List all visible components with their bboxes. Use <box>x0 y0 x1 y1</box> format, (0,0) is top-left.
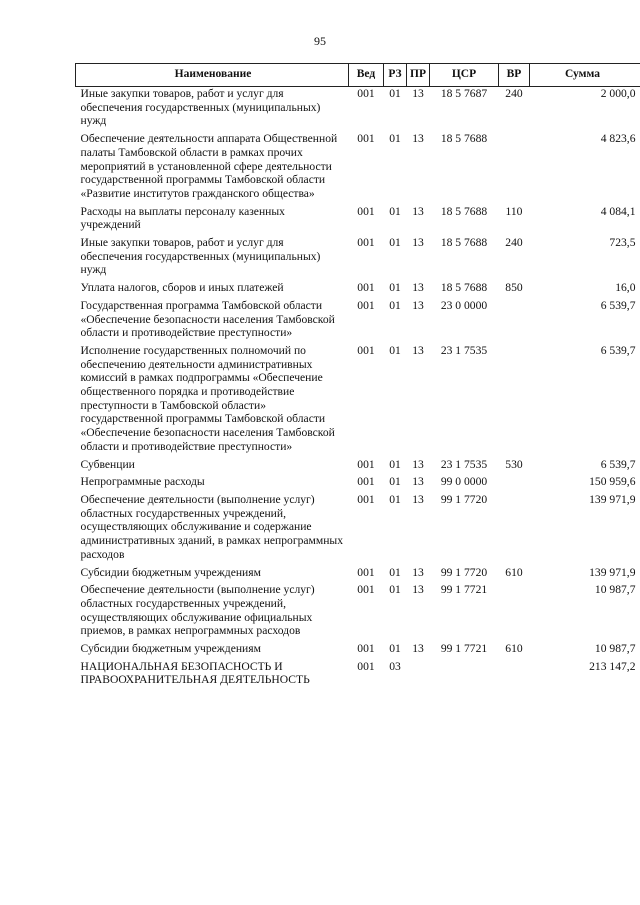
header-sum: Сумма <box>530 64 640 87</box>
cell-csr: 99 1 7721 <box>440 583 488 597</box>
cell-vr: 850 <box>505 281 523 295</box>
table-row <box>76 299 640 344</box>
cell-name: Иные закупки товаров, работ и услуг для обеспечения государственных (муниципальных) нужд <box>80 236 321 277</box>
cell-pr: 13 <box>412 204 424 218</box>
cell-csr: 99 1 7720 <box>440 492 488 506</box>
cell-vr: 240 <box>505 236 523 250</box>
cell-csr: 99 0 0000 <box>440 475 488 489</box>
cell-name: Обеспечение деятельности (выполнение услуг) областных государственных учреждений, осуществляющих обслуживание и содержание административных зданий, в рамках непрограммных расходов <box>80 492 344 561</box>
cell-rz: 01 <box>389 87 401 100</box>
cell-vr: 240 <box>505 87 523 100</box>
page-number: 95 <box>314 34 326 48</box>
cell-rz: 01 <box>389 236 401 250</box>
cell-pr: 13 <box>412 132 424 146</box>
cell-vr: 110 <box>505 204 523 218</box>
cell-csr: 18 5 7687 <box>440 87 488 100</box>
cell-sum: 2 000,0 <box>600 87 636 100</box>
cell-vr <box>499 344 530 458</box>
cell-vr <box>499 493 530 566</box>
cell-rz: 01 <box>389 281 401 295</box>
cell-pr: 13 <box>412 583 424 597</box>
cell-ved: 001 <box>357 492 375 506</box>
cell-ved: 001 <box>357 642 375 656</box>
cell-sum: 4 084,1 <box>600 204 636 218</box>
cell-vr <box>499 299 530 344</box>
table-row <box>76 458 640 476</box>
cell-sum: 6 539,7 <box>600 343 636 357</box>
header-vr: ВР <box>499 64 530 87</box>
cell-vr <box>499 475 530 493</box>
cell-ved: 001 <box>357 457 375 471</box>
cell-csr: 18 5 7688 <box>440 132 488 146</box>
cell-sum: 10 987,7 <box>594 583 636 597</box>
table-row <box>76 642 640 660</box>
table-row <box>76 583 640 642</box>
cell-name: Иные закупки товаров, работ и услуг для обеспечения государственных (муниципальных) нужд <box>80 87 321 128</box>
cell-rz: 01 <box>389 298 401 312</box>
cell-sum: 4 823,6 <box>600 132 636 146</box>
cell-rz: 03 <box>389 659 401 673</box>
cell-pr: 13 <box>412 236 424 250</box>
table-row <box>76 344 640 458</box>
cell-name: Непрограммные расходы <box>80 475 205 489</box>
cell-ved: 001 <box>357 87 375 100</box>
cell-ved: 001 <box>357 281 375 295</box>
header-csr: ЦСР <box>430 64 499 87</box>
table-row <box>76 493 640 566</box>
table-row <box>76 205 640 236</box>
cell-pr: 13 <box>412 565 424 579</box>
cell-pr: 13 <box>412 492 424 506</box>
cell-name: Расходы на выплаты персоналу казенных учреждений <box>80 204 285 232</box>
cell-rz: 01 <box>389 343 401 357</box>
cell-name: НАЦИОНАЛЬНАЯ БЕЗОПАСНОСТЬ И ПРАВООХРАНИТЕЛЬНАЯ ДЕЯТЕЛЬНОСТЬ <box>80 659 310 687</box>
cell-csr: 18 5 7688 <box>440 281 488 295</box>
cell-rz: 01 <box>389 457 401 471</box>
cell-sum: 16,0 <box>615 281 636 295</box>
header-ved: Вед <box>349 64 384 87</box>
header-name: Наименование <box>76 64 349 87</box>
cell-vr: 610 <box>505 642 523 656</box>
cell-pr: 13 <box>412 475 424 489</box>
cell-csr: 18 5 7688 <box>440 236 488 250</box>
cell-pr: 13 <box>412 457 424 471</box>
cell-rz: 01 <box>389 475 401 489</box>
cell-vr: 610 <box>505 565 523 579</box>
cell-ved: 001 <box>357 298 375 312</box>
cell-csr: 18 5 7688 <box>440 204 488 218</box>
cell-sum: 6 539,7 <box>600 298 636 312</box>
cell-vr <box>499 660 530 691</box>
cell-ved: 001 <box>357 583 375 597</box>
header-rz: РЗ <box>384 64 407 87</box>
cell-pr: 13 <box>412 87 424 100</box>
cell-vr <box>499 583 530 642</box>
table-row <box>76 660 640 691</box>
budget-table <box>75 63 640 691</box>
cell-rz: 01 <box>389 204 401 218</box>
cell-sum: 150 959,6 <box>589 475 636 489</box>
cell-rz: 01 <box>389 492 401 506</box>
cell-rz: 01 <box>389 583 401 597</box>
table-body <box>76 87 640 692</box>
cell-sum: 10 987,7 <box>594 642 636 656</box>
table-row <box>76 281 640 299</box>
cell-sum: 139 971,9 <box>589 565 636 579</box>
cell-pr: 13 <box>412 642 424 656</box>
cell-vr: 530 <box>505 457 523 471</box>
cell-ved: 001 <box>357 204 375 218</box>
cell-ved: 001 <box>357 343 375 357</box>
cell-name: Субвенции <box>80 457 135 471</box>
table-row <box>76 236 640 281</box>
table-row <box>76 566 640 584</box>
header-pr: ПР <box>407 64 430 87</box>
table-row <box>76 475 640 493</box>
cell-name: Уплата налогов, сборов и иных платежей <box>80 281 284 295</box>
cell-name: Субсидии бюджетным учреждениям <box>80 642 261 656</box>
cell-pr: 13 <box>412 281 424 295</box>
cell-csr <box>430 660 499 691</box>
cell-sum: 723,5 <box>609 236 636 250</box>
cell-csr: 23 0 0000 <box>440 298 488 312</box>
cell-ved: 001 <box>357 565 375 579</box>
cell-name: Обеспечение деятельности аппарата Общественной палаты Тамбовской области в рамках прочих мероприятий в установленной сфере деятельности государственной программы Тамбовской области «Развитие институтов гражданского общества» <box>80 132 338 200</box>
cell-csr: 99 1 7720 <box>440 565 488 579</box>
cell-csr: 23 1 7535 <box>440 457 488 471</box>
cell-ved: 001 <box>357 132 375 146</box>
cell-rz: 01 <box>389 565 401 579</box>
cell-pr: 13 <box>412 298 424 312</box>
cell-ved: 001 <box>357 236 375 250</box>
cell-name: Исполнение государственных полномочий по обеспечению деятельности административных комиссий в рамках подпрограммы «Обеспечение общественного порядка и противодействие преступности в Тамбовской области» государственной программы Тамбовской области «Обеспечение безопасности населения Тамбовской области и противодействие преступности» <box>80 343 335 453</box>
cell-sum: 213 147,2 <box>589 659 636 673</box>
cell-name: Субсидии бюджетным учреждениям <box>80 565 261 579</box>
cell-csr: 23 1 7535 <box>440 343 488 357</box>
cell-pr: 13 <box>412 343 424 357</box>
cell-vr <box>499 132 530 205</box>
cell-sum: 139 971,9 <box>589 492 636 506</box>
table-row <box>76 132 640 205</box>
cell-rz: 01 <box>389 642 401 656</box>
cell-ved: 001 <box>357 475 375 489</box>
cell-csr: 99 1 7721 <box>440 642 488 656</box>
cell-name: Обеспечение деятельности (выполнение услуг) областных государственных учреждений, осуществляющих обслуживание официальных приемов, в рамках непрограммных расходов <box>80 583 315 638</box>
table-row <box>76 87 640 133</box>
cell-sum: 6 539,7 <box>600 457 636 471</box>
cell-name: Государственная программа Тамбовской области «Обеспечение безопасности населения Тамбовской области и противодействие преступности» <box>80 298 335 340</box>
table-header-row <box>76 64 640 87</box>
cell-pr <box>407 660 430 691</box>
cell-rz: 01 <box>389 132 401 146</box>
cell-ved: 001 <box>357 659 375 673</box>
